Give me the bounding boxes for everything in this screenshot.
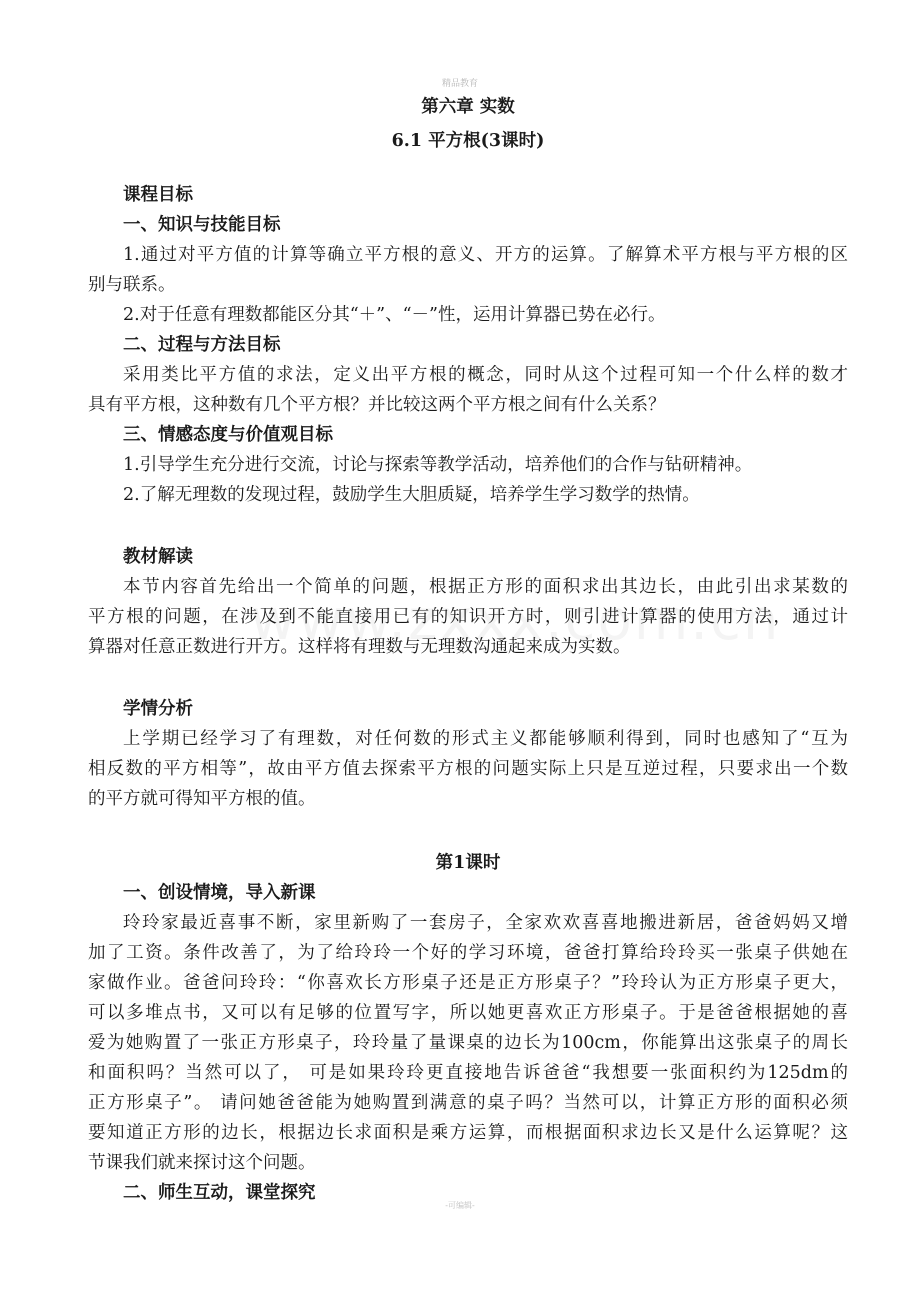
lesson-1-line-9: 节课我们就来探讨这个问题。 — [88, 1153, 316, 1173]
document-content — [88, 92, 848, 1208]
textbook-line-1: 本节内容首先给出一个简单的问题，根据正方形的面积求出其边长，由此引出求某数的 — [123, 577, 848, 597]
knowledge-paragraph-1-line-1: 1.通过对平方值的计算等确立平方根的意义、开方的运算。了解算术平方根与平方根的区 — [123, 245, 848, 265]
chapter-title: 第六章 实数 — [421, 97, 515, 117]
course-goals-heading: 课程目标 — [123, 185, 193, 205]
knowledge-paragraph-1-line-2: 别与联系。 — [88, 275, 176, 295]
textbook-line-3: 算器对任意正数进行开方。这样将有理数与无理数沟通起来成为实数。 — [88, 637, 631, 657]
emotion-paragraph-1: 1.引导学生充分进行交流，讨论与探索等教学活动，培养他们的合作与钻研精神。 — [123, 455, 753, 475]
lesson-1-line-5: 爱为她购置了一张正方形桌子，玲玲量了量课桌的边长为100cm，你能算出这张桌子的周长 — [88, 1033, 848, 1053]
lesson-1-line-2: 加了工资。条件改善了，为了给玲玲一个好的学习环境，爸爸打算给玲玲买一张桌子供她在 — [88, 943, 848, 963]
header-mark: 精品教育 — [441, 79, 478, 89]
lesson-1-interact-heading: 二、师生互动，课堂探究 — [123, 1183, 316, 1203]
textbook-heading: 教材解读 — [123, 547, 193, 567]
section-title: 6.1 平方根(3课时) — [391, 131, 545, 151]
process-heading: 二、过程与方法目标 — [123, 335, 281, 355]
lesson-1-line-8: 要知道正方形的边长，根据边长求面积是乘方运算，而根据面积求边长又是什么运算呢？这 — [88, 1123, 848, 1143]
knowledge-heading: 一、知识与技能目标 — [123, 215, 281, 235]
analysis-line-1: 上学期已经学习了有理数，对任何数的形式主义都能够顺利得到，同时也感知了“互为 — [123, 729, 848, 749]
emotion-heading: 三、情感态度与价值观目标 — [123, 425, 333, 445]
analysis-line-3: 的平方就可得知平方根的值。 — [88, 789, 316, 809]
lesson-1-intro-heading: 一、创设情境，导入新课 — [123, 883, 316, 903]
analysis-heading: 学情分析 — [123, 699, 193, 719]
lesson-1-title: 第1课时 — [435, 853, 501, 873]
footer-mark: -可编辑- — [445, 1201, 475, 1210]
process-line-1: 采用类比平方值的求法，定义出平方根的概念，同时从这个过程可知一个什么样的数才 — [123, 365, 848, 385]
lesson-1-line-3: 家做作业。爸爸问玲玲：“你喜欢长方形桌子还是正方形桌子？”玲玲认为正方形桌子更大， — [88, 973, 848, 993]
textbook-line-2: 平方根的问题，在涉及到不能直接用已有的知识开方时，则引进计算器的使用方法，通过计 — [88, 607, 848, 627]
lesson-1-line-6: 和面积吗？当然可以了， 可是如果玲玲更直接地告诉爸爸“我想要一张面积约为125dm的 — [88, 1063, 848, 1083]
lesson-1-line-1: 玲玲家最近喜事不断，家里新购了一套房子，全家欢欢喜喜地搬进新居，爸爸妈妈又增 — [123, 913, 848, 933]
lesson-1-line-7: 正方形桌子”。 请问她爸爸能为她购置到满意的桌子吗？当然可以，计算正方形的面积必须 — [88, 1093, 848, 1113]
emotion-paragraph-2: 2.了解无理数的发现过程，鼓励学生大胆质疑，培养学生学习数学的热情。 — [123, 485, 700, 505]
lesson-1-line-4: 可以多堆点书，又可以有足够的位置写字，所以她更喜欢正方形桌子。于是爸爸根据她的喜 — [88, 1003, 848, 1023]
process-line-2: 具有平方根，这种数有几个平方根？并比较这两个平方根之间有什么关系？ — [88, 395, 666, 415]
knowledge-paragraph-2: 2.对于任意有理数都能区分其“＋”、“－”性，运用计算器已势在必行。 — [123, 305, 666, 325]
analysis-line-2: 相反数的平方相等”，故由平方值去探索平方根的问题实际上只是互逆过程，只要求出一个数 — [88, 759, 848, 779]
